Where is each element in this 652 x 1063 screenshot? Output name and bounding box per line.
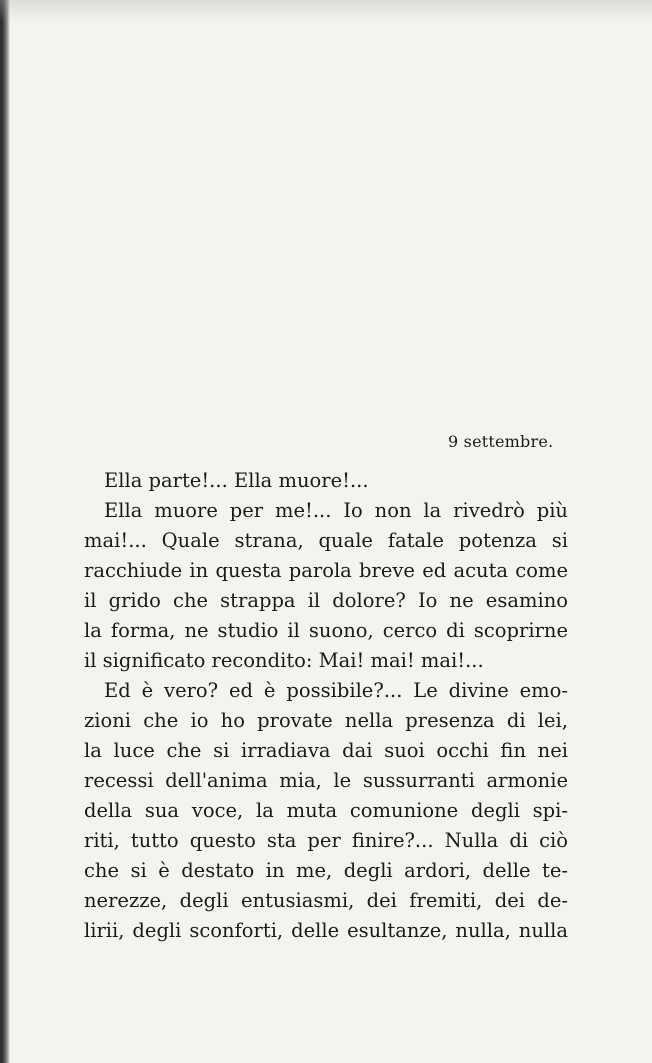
text-line: mai!... Quale strana, quale fatale potenza si [84,529,568,552]
page-top-edge [0,0,652,22]
diary-date: 9 settembre. [448,432,554,451]
text-line: lirii, degli sconforti, delle esultanze, nulla, nulla [84,919,568,942]
text-line: Ed è vero? ed è possibile?... Le divine emo- [104,679,568,702]
text-line: riti, tutto questo sta per finire?... Nulla di ciò [84,829,568,852]
text-line: zioni che io ho provate nella presenza di lei, [84,709,568,732]
text-line: il significato recondito: Mai! mai! mai!... [84,649,484,672]
text-line: la forma, ne studio il suono, cerco di scoprirne [84,619,568,642]
text-line: recessi dell'anima mia, le sussurranti armonie [84,769,568,792]
text-line: il grido che strappa il dolore? Io ne esamino [84,589,568,612]
text-line: nerezze, degli entusiasmi, dei fremiti, dei de- [84,889,568,912]
text-line: della sua voce, la muta comunione degli spi- [84,799,568,822]
text-line: che si è destato in me, degli ardori, delle te- [84,859,568,882]
text-line: Ella parte!... Ella muore!... [104,469,369,492]
text-line: Ella muore per me!... Io non la rivedrò più [104,499,568,522]
book-spine-edge [0,0,10,1063]
text-line: la luce che si irradiava dai suoi occhi fin nei [84,739,568,762]
text-line: racchiude in questa parola breve ed acuta come [84,559,568,582]
